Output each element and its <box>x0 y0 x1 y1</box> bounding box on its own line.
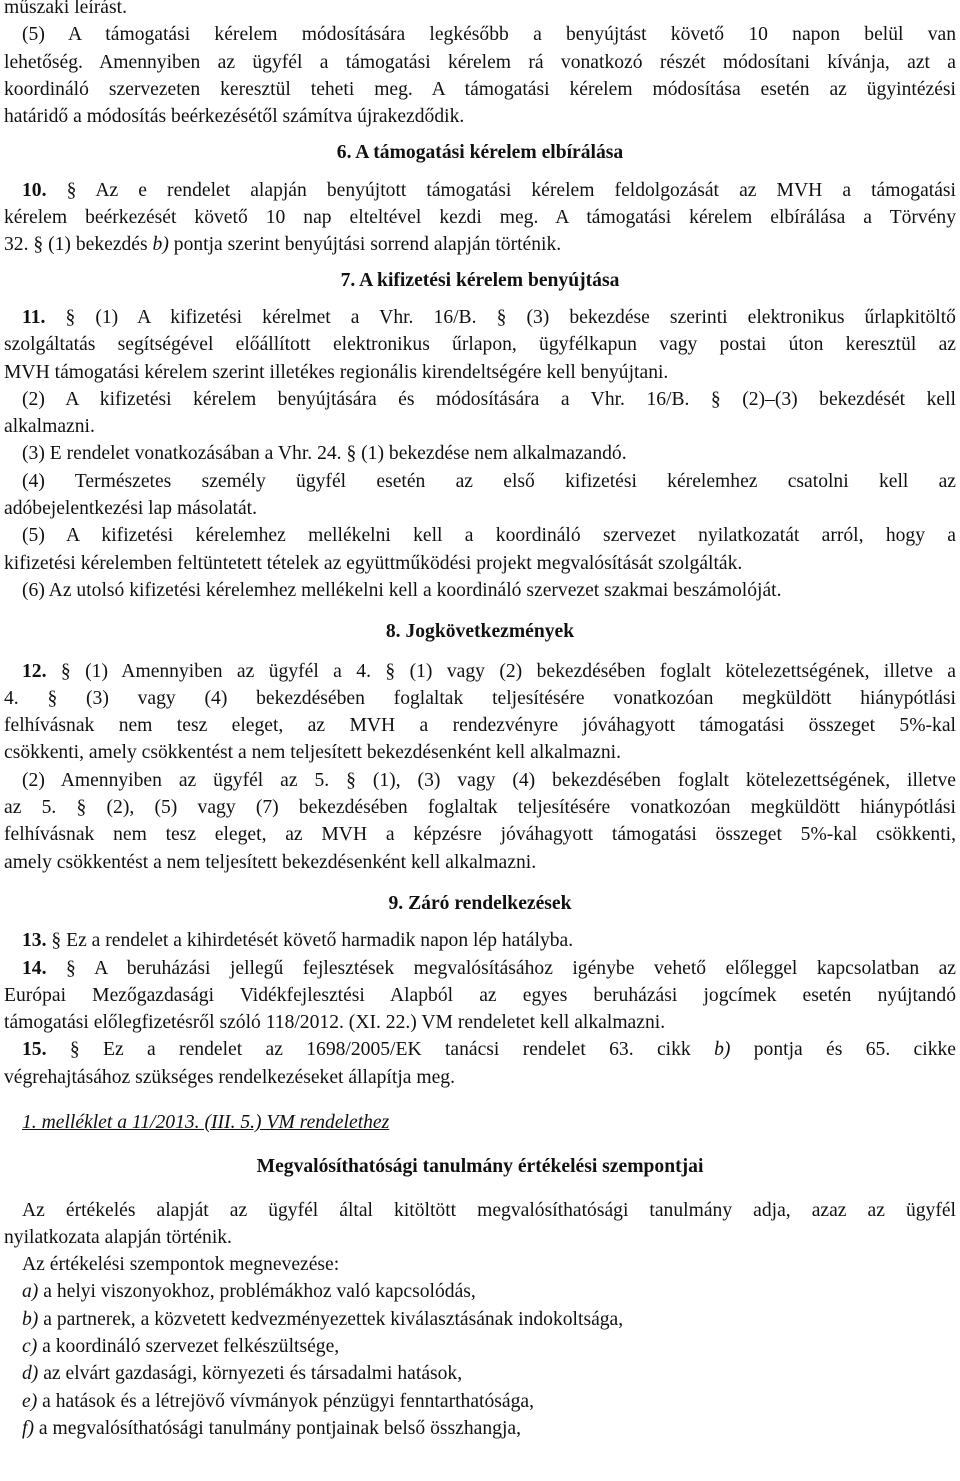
annex-reference: 1. melléklet a 11/2013. (III. 5.) VM rendelethez <box>22 1111 390 1133</box>
section-heading: 7. A kifizetési kérelem benyújtása <box>340 269 620 291</box>
criteria-heading: Az értékelési szempontok megnevezése: <box>22 1254 340 1276</box>
document-page <box>4 0 956 1442</box>
paragraph-13: 13. § Ez a rendelet a kihirdetését követő harmadik napon lép hatályba. <box>22 930 574 952</box>
list-item: d) az elvárt gazdasági, környezeti és társadalmi hatások, <box>22 1363 463 1385</box>
list-item: e) a hatások és a létrejövő vívmányok pénzügyi fenntarthatósága, <box>22 1390 534 1412</box>
list-item: a) a helyi viszonyokhoz, problémákhoz való kapcsolódás, <box>22 1281 476 1303</box>
intro-line: műszaki leírást. <box>4 0 127 18</box>
intro-line: határidő a módosítás beérkezésétől számítva újrakezdődik. <box>4 106 465 128</box>
list-item: b) a partnerek, a közvetett kedvezményezettek kiválasztásának indokoltsága, <box>22 1308 624 1330</box>
intro-block <box>4 0 956 130</box>
paragraph-12: 12. § (1) Amennyiben az ügyfél a 4. § (1) vagy (2) bekezdésében foglalt kötelezettségének, illetve a 4. § (3) vagy (4) bekezdésében foglaltak teljesítésére vonatkozóan megküldött hiánypótlási felhívásnak nem tesz eleget, az MVH a rendezvényre jóváhagyott támogatási összeget 5%-kal csökkenti, amely csökkentést a nem teljesített bekezdésenként kell alkalmazni. (2) Amennyiben az ügyfél az 5. § (1), (3) vagy (4) bekezdésében foglalt kötelezettségének, illetve az 5. § (2), (5) vagy (7) bekezdésében foglaltak teljesítésére vonatkozóan megküldött hiánypótlási felhívásnak nem tesz eleget, az MVH a képzésre jóváhagyott támogatási összeget 5%-kal csökkenti, amely csökkentést a nem teljesített bekezdésenként kell alkalmazni. <box>4 660 956 873</box>
paragraph-14: 14. § A beruházási jellegű fejlesztések megvalósításához igénybe vehető előleggel kapcsolatban az Európai Mezőgazdasági Vidékfejlesztési Alapból az egyes beruházási jogcímek esetén nyújtandó támogatási előlegfizetésről szóló 118/2012. (XI. 22.) VM rendeletet kell alkalmazni. <box>4 957 956 1034</box>
list-item: c) a koordináló szervezet felkészültsége, <box>22 1336 340 1358</box>
section-heading: 6. A támogatási kérelem elbírálása <box>336 142 624 164</box>
paragraph-number: 12. <box>22 660 47 682</box>
intro-line: koordináló szervezeten keresztül teheti meg. A támogatási kérelem módosítása esetén az ügyintézési <box>4 78 956 100</box>
paragraph-number: 14. <box>22 957 47 979</box>
paragraph-11: 11. § (1) A kifizetési kérelmet a Vhr. 16/B. § (3) bekezdése szerinti elektronikus űrlapkitöltő szolgáltatás segítségével előállított elektronikus űrlapon, ügyfélkapun vagy postai úton keresztül az MVH támogatási kérelem szerint illetékes regionális kirendeltségére kell benyújtani. (2) A kifizetési kérelem benyújtására és módosítására a Vhr. 16/B. § (2)–(3) bekezdését kell alkalmazni. (3) E rendelet vonatkozásában a Vhr. 24. § (1) bekezdése nem alkalmazandó. (4) Természetes személy ügyfél esetén az első kifizetési kérelemhez csatolni kell az adóbejelentkezési lap másolatát. (5) A kifizetési kérelemhez mellékelni kell a koordináló szervezet nyilatkozatát arról, hogy a kifizetési kérelemben feltüntetett tételek az együttműködési projekt megvalósítását szolgálták. (6) Az utolsó kifizetési kérelemhez mellékelni kell a koordináló szervezet szakmai beszámolóját. <box>4 306 956 601</box>
paragraph-number: 11. <box>22 306 46 328</box>
annex-title: Megvalósíthatósági tanulmány értékelési szempontjai <box>256 1156 704 1178</box>
list-item: f) a megvalósíthatósági tanulmány pontjainak belső összhangja, <box>22 1417 521 1439</box>
paragraph-number: 15. <box>22 1039 47 1061</box>
intro-line: (5) A támogatási kérelem módosítására legkésőbb a benyújtást követő 10 napon belül van <box>22 24 956 46</box>
intro-line: lehetőség. Amennyiben az ügyfél a támogatási kérelem rá vonatkozó részét módosítani kívánja, azt a <box>4 51 956 73</box>
section-heading: 8. Jogkövetkezmények <box>385 621 575 643</box>
criteria-list <box>4 1278 956 1442</box>
paragraph-number: 10. <box>22 179 47 201</box>
paragraph-number: 13. <box>22 930 47 952</box>
annex-intro: Az értékelés alapját az ügyfél által kitöltött megvalósíthatósági tanulmány adja, azaz az ügyfél nyilatkozata alapján történik. <box>4 1199 956 1248</box>
paragraph-15: 15. § Ez a rendelet az 1698/2005/EK tanácsi rendelet 63. cikk b) pontja és 65. cikke végrehajtásához szükséges rendelkezéseket állapítja meg. <box>4 1039 956 1088</box>
section-heading: 9. Záró rendelkezések <box>388 892 572 914</box>
paragraph-10: 10. § Az e rendelet alapján benyújtott támogatási kérelem feldolgozását az MVH a támogatási kérelem beérkezését követő 10 nap elteltével kezdi meg. A támogatási kérelem elbírálása a Törvény 32. § (1) bekezdés b) pontja szerint benyújtási sorrend alapján történik. <box>4 179 956 256</box>
